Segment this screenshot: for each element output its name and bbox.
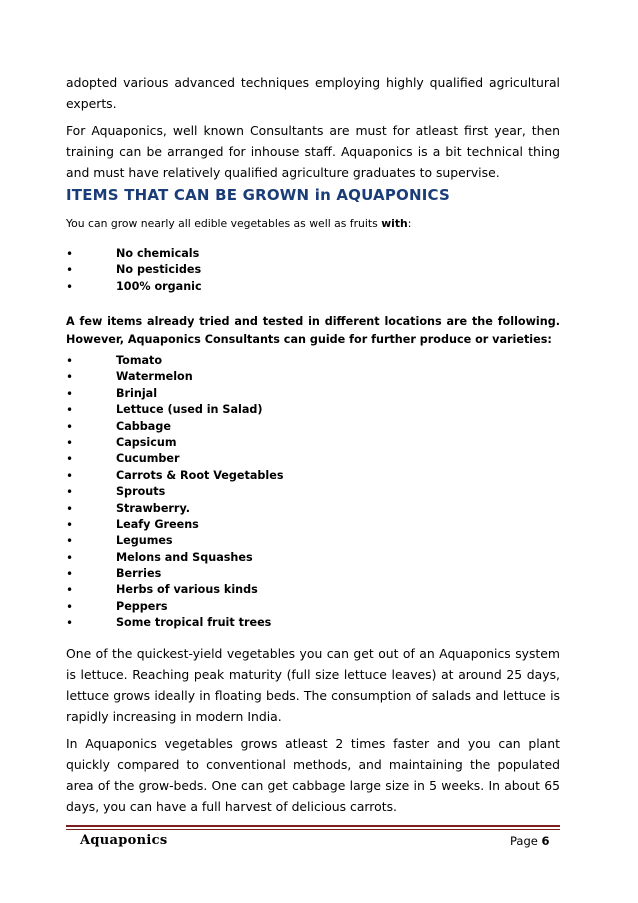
bullet-icon: •: [66, 616, 74, 631]
grown-item: [66, 582, 560, 598]
bullet-icon: •: [66, 435, 74, 450]
page-label: Page: [510, 834, 542, 848]
bullet-icon: •: [66, 419, 74, 434]
grown-item: [66, 435, 560, 451]
bullet-icon: •: [66, 354, 74, 368]
grown-item-label: Strawberry.: [116, 501, 190, 515]
page-number: 6: [541, 834, 550, 848]
benefit-item: [66, 279, 560, 295]
grown-item: [66, 468, 560, 484]
grown-item: [66, 615, 560, 631]
benefit-item: [66, 262, 560, 278]
grown-item-label: Leafy Greens: [116, 517, 199, 531]
grown-item: [66, 353, 560, 369]
grown-item-label: Cabbage: [116, 419, 171, 433]
bullet-icon: •: [66, 534, 74, 549]
bullet-icon: •: [66, 517, 74, 532]
grown-item-label: Capsicum: [116, 435, 177, 449]
grown-item-label: Tomato: [116, 354, 163, 367]
grown-item-label: Sprouts: [116, 485, 166, 499]
grown-item: [66, 566, 560, 582]
grown-item: [66, 533, 560, 549]
footer-brand: Aquaponics: [80, 833, 168, 848]
grown-item: [66, 550, 560, 566]
benefit-item: [66, 246, 560, 262]
grown-item: [66, 419, 560, 435]
bullet-icon: •: [66, 485, 74, 500]
bullet-icon: •: [66, 567, 74, 582]
grown-item: [66, 484, 560, 500]
grown-item: [66, 386, 560, 402]
items-list: [66, 353, 560, 632]
grown-item-label: Peppers: [116, 599, 168, 613]
grown-item-label: Herbs of various kinds: [116, 583, 258, 597]
bullet-icon: •: [66, 468, 74, 483]
benefits-list: [66, 246, 560, 295]
grown-item-label: Some tropical fruit trees: [116, 616, 272, 630]
grown-item: [66, 451, 560, 467]
benefit-item-label: 100% organic: [116, 279, 202, 293]
benefit-item-label: No chemicals: [116, 247, 200, 260]
grown-item: [66, 599, 560, 615]
paragraph-growth: In Aquaponics vegetables grows atleast 2 times faster and you can plant quickly compared to conventional methods, and maintaining the populated area of the grow-beds. One can get cabbage large size in 5 weeks. In about 65 days, you can have a full harvest of delicious carrots.: [66, 736, 560, 814]
grown-item-label: Carrots & Root Vegetables: [116, 468, 284, 482]
intro-end: :: [407, 217, 412, 230]
grown-item: [66, 501, 560, 517]
section-heading: ITEMS THAT CAN BE GROWN in AQUAPONICS: [66, 186, 451, 204]
bullet-icon: •: [66, 550, 74, 565]
bullet-icon: •: [66, 247, 74, 261]
bullet-icon: •: [66, 370, 74, 385]
tested-intro: A few items already tried and tested in different locations are the following. However, Aquaponics Consultants can guide for further produce or varieties:: [66, 315, 560, 346]
bullet-icon: •: [66, 501, 74, 516]
footer-rule: [66, 825, 560, 827]
bullet-icon: •: [66, 599, 74, 614]
intro-text: You can grow nearly all edible vegetables as well as fruits: [66, 217, 382, 230]
paragraph-continued: adopted various advanced techniques employing highly qualified agricultural experts.: [66, 75, 560, 111]
paragraph-consultants: For Aquaponics, well known Consultants are must for atleast first year, then training can be arranged for inhouse staff. Aquaponics is a bit technical thing and must have relatively qualified agriculture graduates to supervise.: [66, 123, 560, 180]
grown-item-label: Berries: [116, 567, 162, 581]
bullet-icon: •: [66, 583, 74, 598]
bullet-icon: •: [66, 279, 74, 294]
grown-item-label: Watermelon: [116, 370, 193, 384]
bullet-icon: •: [66, 452, 74, 467]
grown-item: [66, 517, 560, 533]
grown-item-label: Melons and Squashes: [116, 550, 253, 564]
grown-item-label: Brinjal: [116, 386, 158, 400]
grown-item-label: Legumes: [116, 534, 173, 548]
footer-rule-thin: [66, 829, 560, 830]
footer-page-number: [510, 834, 550, 848]
grown-item-label: Lettuce (used in Salad): [116, 403, 263, 417]
benefit-item-label: No pesticides: [116, 263, 202, 277]
section-intro: [66, 217, 411, 230]
intro-bold: with: [381, 217, 408, 230]
bullet-icon: •: [66, 386, 74, 401]
bullet-icon: •: [66, 403, 74, 418]
grown-item: [66, 369, 560, 385]
grown-item-label: Cucumber: [116, 452, 180, 466]
grown-item: [66, 402, 560, 418]
bullet-icon: •: [66, 263, 74, 278]
paragraph-lettuce: One of the quickest-yield vegetables you can get out of an Aquaponics system is lettuce. Reaching peak maturity (full size lettuce leaves) at around 25 days, lettuce grows ideally in floating beds. The consumption of salads and lettuce is rapidly increasing in modern India.: [66, 646, 560, 724]
